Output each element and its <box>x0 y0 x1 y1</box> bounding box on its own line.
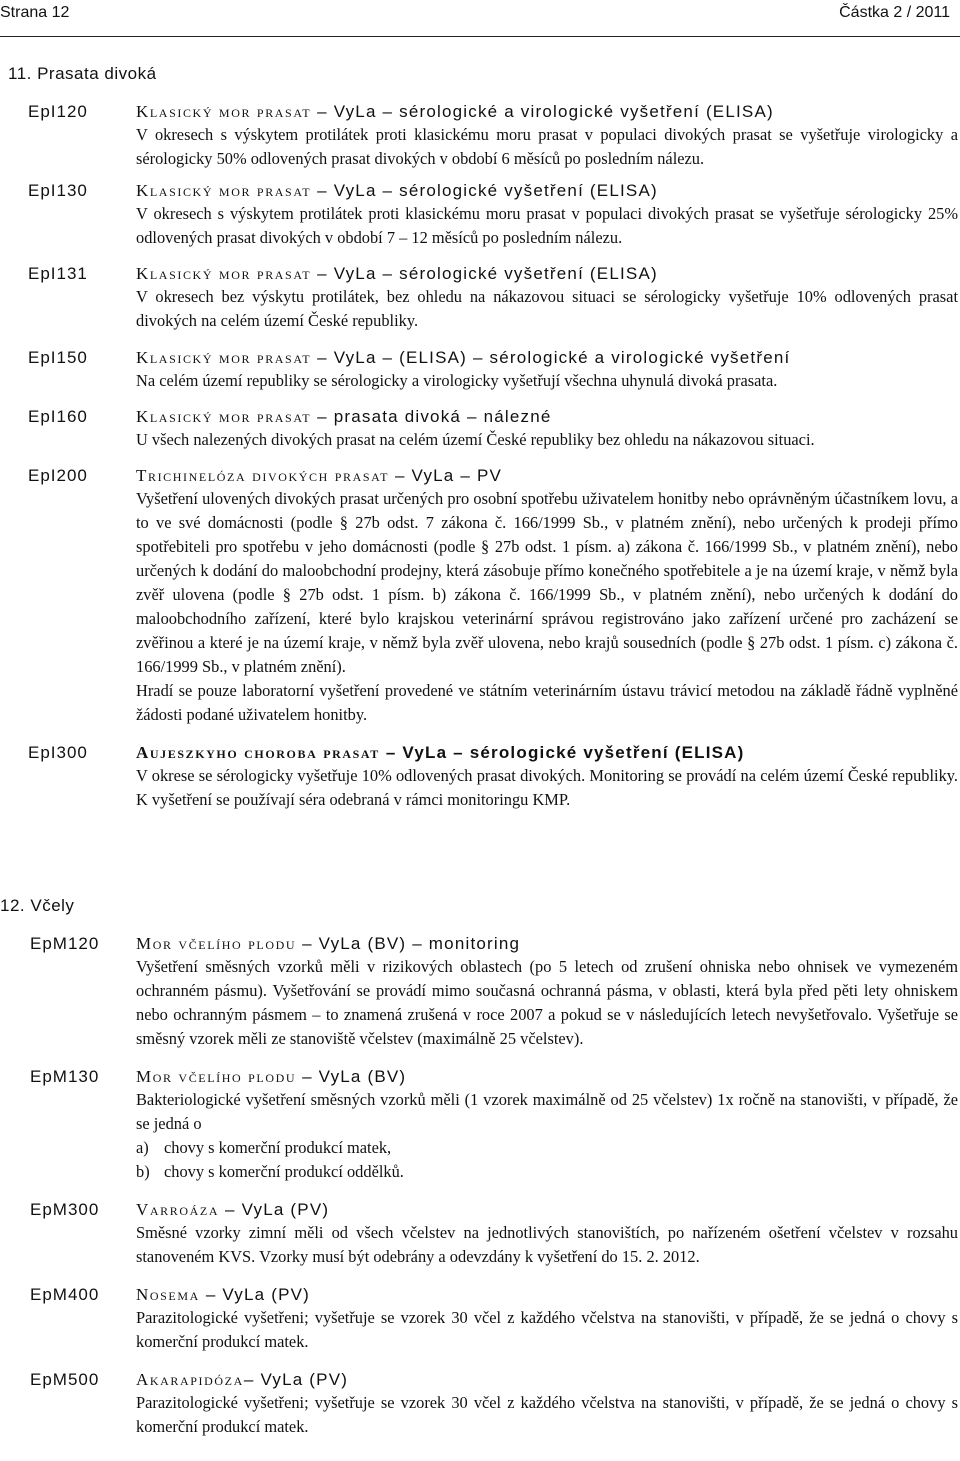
entry-code: EpM400 <box>30 1285 100 1304</box>
entry-text-payment: Hradí se pouze laboratorní vyšetření provedené ve státním veterinárním ústavu trávicí metodou na základě řádně vyplněné žádosti podané uživatelem honitby. <box>136 681 958 724</box>
entry-heading: Klasický mor prasat – VyLa – (ELISA) – sérologické a virologické vyšetření <box>136 348 791 367</box>
entry-code: EpI300 <box>28 743 88 762</box>
entry-epi120 <box>0 100 960 171</box>
entry-epm300 <box>0 1198 960 1269</box>
entry-heading: Akarapidóza– VyLa (PV) <box>136 1370 349 1389</box>
section-title-bees: 12. Včely <box>0 896 75 915</box>
header-rule <box>0 36 960 37</box>
entry-text: V okresech s výskytem protilátek proti klasickému moru prasat v populaci divokých prasat se vyšetřuje sérologicky 25% odlovených prasat divokých v období 7 – 12 měsíců po posledním nálezu. <box>136 204 958 247</box>
entry-heading: Klasický mor prasat – VyLa – sérologické vyšetření (ELISA) <box>136 264 658 283</box>
entry-text: Na celém území republiky se sérologicky a virologicky vyšetřují všechna uhynulá divoká prasata. <box>136 371 778 390</box>
entry-code: EpI120 <box>28 102 88 121</box>
entry-heading: Mor včelího plodu – VyLa (BV) <box>136 1067 407 1086</box>
entry-epm400 <box>0 1283 960 1354</box>
entry-epi300 <box>0 741 960 812</box>
entry-heading: Varroáza – VyLa (PV) <box>136 1200 330 1219</box>
entry-code: EpM300 <box>30 1200 100 1219</box>
entry-epi130 <box>0 179 960 250</box>
entry-epm130 <box>0 1065 960 1184</box>
entry-heading: Klasický mor prasat – VyLa – sérologické vyšetření (ELISA) <box>136 181 658 200</box>
entry-epi150 <box>0 346 960 393</box>
entry-text: V okresech s výskytem protilátek proti klasickému moru prasat v populaci divokých prasat se vyšetřuje virologicky a sérologicky 50% odlovených prasat divokých v období 6 měsíců po posledním nálezu. <box>136 125 958 168</box>
entry-text: Bakteriologické vyšetření směsných vzorků měli (1 vzorek maximálně od 25 včelstev) 1x ročně na stanovišti, v případě, že se jedná o <box>136 1090 958 1133</box>
list-item: a) chovy s komerční produkcí matek, <box>136 1138 392 1157</box>
entry-code: EpM500 <box>30 1370 100 1389</box>
entry-code: EpI130 <box>28 181 88 200</box>
entry-text: Vyšetření ulovených divokých prasat určených pro osobní spotřebu uživatelem honitby nebo oprávněným účastníkem lovu, a to ve své domácnosti (podle § 27b odst. 7 zákona č. 166/1999 Sb., v platném znění), nebo určených k prodeji přímo spotřebiteli pro spotřebu v jeho domácnosti (podle § 27b odst. 1 písm. a) zákona č. 166/1999 Sb., v platném znění), nebo určených k dodání do maloobchodní prodejny, která zásobuje přímo konečného spotřebitele a je na území kraje, v němž byla zvěř ulovena (podle § 27b odst. 1 písm. b) zákona č. 166/1999 Sb., v platném znění), nebo určených k dodání do maloobchodního zařízení, které bylo krajskou veterinární správou registrováno jako zařízení určené pro zacházení se zvěřinou a které je na území kraje, v němž byla zvěř ulovena, nebo krajů sousedních (podle § 27b odst. 1 písm. c) zákona č. 166/1999 Sb., v platném znění). <box>136 489 958 676</box>
entry-code: EpI160 <box>28 407 88 426</box>
section-wild-boar-list <box>0 100 960 812</box>
page-header <box>0 4 960 28</box>
entry-code: EpI131 <box>28 264 88 283</box>
issue-number: Částka 2 / 2011 <box>839 4 950 21</box>
section-bees-list <box>0 932 960 1439</box>
entry-heading: Klasický mor prasat – prasata divoká – nálezné <box>136 407 552 426</box>
entry-heading: Aujeszkyho choroba prasat – VyLa – sérologické vyšetření (ELISA) <box>136 743 745 762</box>
entry-heading: Mor včelího plodu – VyLa (BV) – monitoring <box>136 934 521 953</box>
entry-text: V okrese se sérologicky vyšetřuje 10% odlovených prasat divokých. Monitoring se provádí na celém území České republiky. K vyšetření se používají séra odebraná v rámci monitoringu KMP. <box>136 766 958 809</box>
page-number: Strana 12 <box>0 4 70 21</box>
entry-epi160 <box>0 405 960 452</box>
list-item: b) chovy s komerční produkcí oddělků. <box>136 1162 404 1181</box>
entry-heading: Trichinelóza divokých prasat – VyLa – PV <box>136 466 503 485</box>
entry-text: V okresech bez výskytu protilátek, bez ohledu na nákazovou situaci se sérologicky vyšetřuje 10% odlovených prasat divokých na celém území České republiky. <box>136 287 958 330</box>
entry-heading: Nosema – VyLa (PV) <box>136 1285 311 1304</box>
entry-epm120 <box>0 932 960 1051</box>
entry-code: EpI150 <box>28 348 88 367</box>
entry-code: EpM120 <box>30 934 100 953</box>
entry-text: Vyšetření směsných vzorků měli v rizikových oblastech (po 5 letech od zrušení ohniska nebo ohnisek ve vymezeném ochranném pásmu). Vyšetřování se provádí mimo současná ochranná pásma, v oblasti, která byla před pěti lety ohniskem nebo ochranným pásmem – to znamená zrušená v roce 2007 a pokud se v následujících letech nevyšetřovalo. Vyšetřuje se směsný vzorek měli ze stanoviště včelstev (maximálně 25 včelstev). <box>136 957 958 1048</box>
entry-epi200 <box>0 464 960 727</box>
entry-text: U všech nalezených divokých prasat na celém území České republiky bez ohledu na nákazovou situaci. <box>136 430 815 449</box>
entry-text: Směsné vzorky zimní měli od všech včelstev na jednotlivých stanovištích, po nařízeném ošetření včelstev v rozsahu stanoveném KVS. Vzorky musí být odebrány a odevzdány k vyšetření do 15. 2. 2012. <box>136 1223 958 1266</box>
entry-epi131 <box>0 262 960 333</box>
entry-heading: Klasický mor prasat – VyLa – sérologické a virologické vyšetření (ELISA) <box>136 102 774 121</box>
section-title-wild-boar: 11. Prasata divoká <box>8 64 157 83</box>
entry-code: EpM130 <box>30 1067 100 1086</box>
entry-epm500 <box>0 1368 960 1439</box>
entry-text: Parazitologické vyšetřeni; vyšetřuje se vzorek 30 včel z každého včelstva na stanovišti, v případě, že se jedná o chovy s komerční produkcí matek. <box>136 1308 958 1351</box>
entry-text: Parazitologické vyšetřeni; vyšetřuje se vzorek 30 včel z každého včelstva na stanovišti, v případě, že se jedná o chovy s komerční produkcí matek. <box>136 1393 958 1436</box>
entry-code: EpI200 <box>28 466 88 485</box>
